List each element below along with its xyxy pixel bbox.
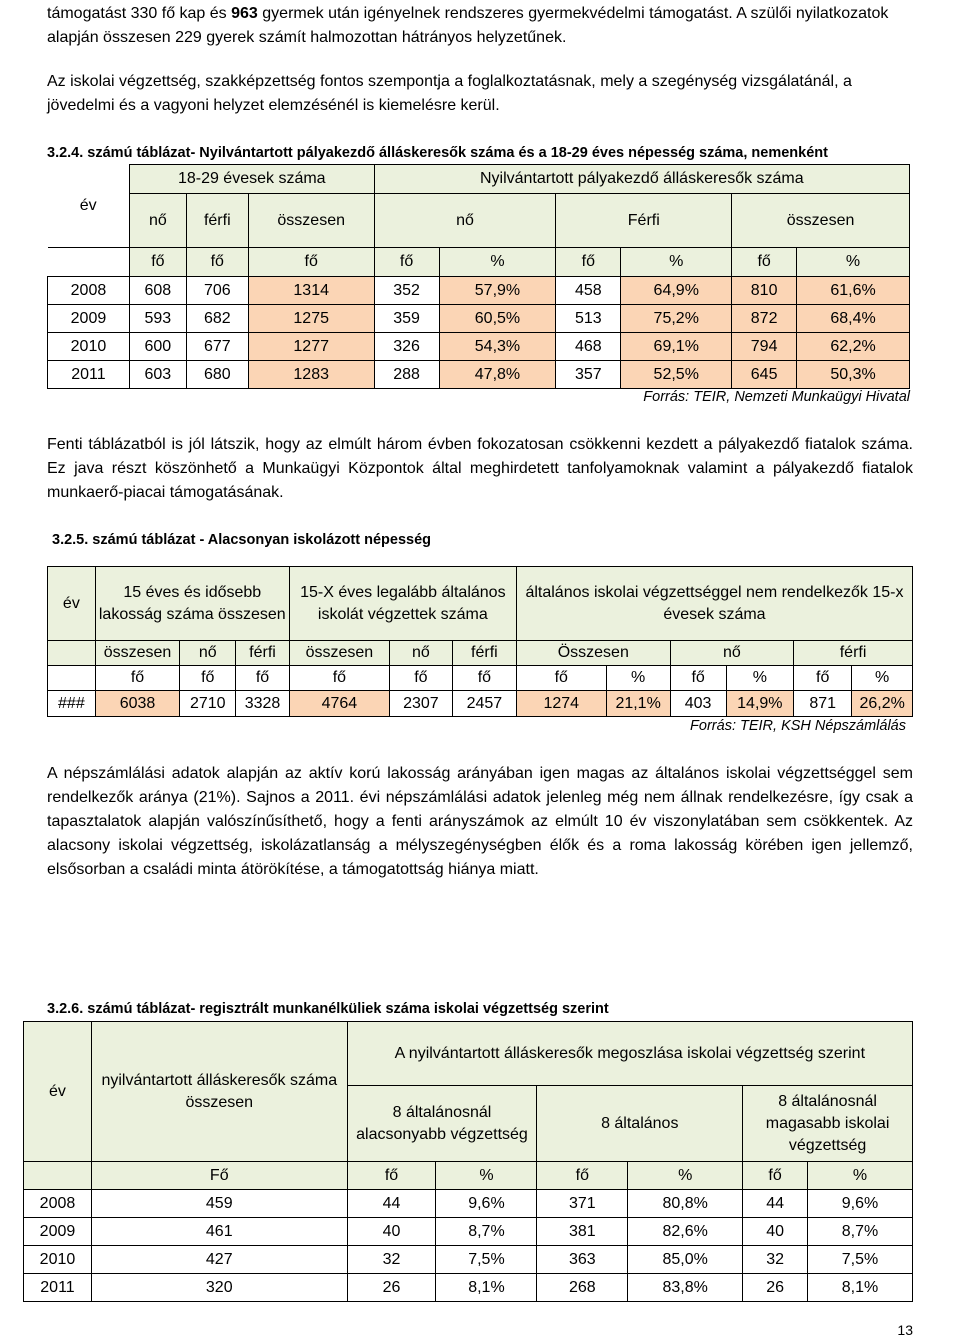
table3-unit: % [436,1162,537,1190]
table3-sub-header: 8 általánosnál alacsonyabb végzettség [347,1086,537,1162]
table-row: 2009 461 40 8,7% 381 82,6% 40 8,7% [24,1218,913,1246]
table2-year-header: év [48,567,96,641]
table2-group1-header: 15 éves és idősebb lakosság száma összesen [95,567,289,641]
table1-unit: fő [248,248,374,277]
table1-unit: fő [732,248,797,277]
table-row: 2010 427 32 7,5% 363 85,0% 32 7,5% [24,1246,913,1274]
table2-unit: % [852,666,913,691]
table2-unit: fő [516,666,606,691]
table-row: 2008 608 706 1314 352 57,9% 458 64,9% 810 61,6% [48,277,910,305]
table3-caption: 3.2.6. számú táblázat- regisztrált munkanélküliek száma iskolai végzettség szerint [47,1001,609,1017]
table1-unit: % [439,248,556,277]
table1-unit: fő [129,248,186,277]
table2-caption: 3.2.5. számú táblázat - Alacsonyan iskolázott népesség [52,532,432,548]
table2 [47,566,913,717]
page-number: 13 [897,1322,913,1338]
table1-unit: fő [186,248,248,277]
paragraph-after-table2: A népszámlálási adatok alapján az aktív korú lakosság arányában igen magas az általános iskolai végzettséggel sem rendelkezők aránya (21%). Sajnos a 2011. évi népszámlálási adatok jelenleg még nem állnak rendelkezésre, így csak a tapasztalatok alapján valószínűsíthető, hogy a fenti arányszámok az elmúlt 10 év viszonylatában sem csökkentek. Az alacsony iskolai végzettség, iskolázatlanság a mélyszegénységben élők és a roma lakosság körében igen jellemző, elsősorban a családi minta átörökítése, a támogatottság hiánya miatt. [47,765,913,878]
table3-unit: % [628,1162,743,1190]
table3-group-header: A nyilvántartott álláskeresők megoszlása iskolai végzettség szerint [347,1022,912,1086]
table-row: 2009 593 682 1275 359 60,5% 513 75,2% 872 68,4% [48,305,910,333]
table2-unit: fő [289,666,389,691]
table2-sub-header: férfi [794,641,913,666]
table3-unit: fő [347,1162,436,1190]
table1-group2-header: Nyilvántartott pályakezdő álláskeresők száma [374,165,909,194]
table2-unit: % [726,666,794,691]
table1-group1-header: 18-29 évesek száma [129,165,374,194]
table1-sub-header: összesen [248,194,374,248]
table2-sub-header: összesen [289,641,389,666]
table3-sub-header: 8 általánosnál magasabb iskolai végzettség [743,1086,913,1162]
table2-sub-header: Összesen [516,641,670,666]
table-row: 2008 459 44 9,6% 371 80,8% 44 9,6% [24,1190,913,1218]
table1-unit: % [621,248,732,277]
table2-sub-header: férfi [236,641,290,666]
table2-unit: fő [95,666,180,691]
table1-sub-header: nő [129,194,186,248]
table2-sub-header: nő [180,641,236,666]
table2-group3-header: általános iskolai végzettséggel nem rendelkezők 15-x évesek száma [516,567,912,641]
table2-unit: % [606,666,670,691]
table2-sub-header: nő [670,641,793,666]
table-row: 2010 600 677 1277 326 54,3% 468 69,1% 794 62,2% [48,333,910,361]
intro-paragraph-2: Az iskolai végzettség, szakképzettség fontos szempontja a foglalkoztatásnak, mely a szegénység vizsgálatánál, a jövedelmi és a vagyoni helyzet elemzésénél is kiemelésre kerül. [47,73,852,114]
table1-sub-header: férfi [186,194,248,248]
table1 [47,164,910,389]
table2-unit: fő [670,666,726,691]
table2-unit: fő [452,666,516,691]
intro-paragraph-1: támogatást 330 fő kap és 963 gyermek után igényelnek rendszeres gyermekvédelmi támogatást. A szülői nyilatkozatok alapján összesen 229 gyerek számít halmozottan hátrányos helyzetűnek. [47,5,889,46]
table3-sub-header: 8 általános [537,1086,743,1162]
table1-sub-header: Férfi [556,194,732,248]
table2-group2-header: 15-X éves legalább általános iskolát végzettek száma [289,567,516,641]
table2-unit: fő [794,666,852,691]
table2-sub-header: nő [389,641,452,666]
table3-year-header: év [24,1022,92,1162]
paragraph-after-table1: Fenti táblázatból is jól látszik, hogy az elmúlt három évben fokozatosan csökkenni kezdett a pályakezdő fiatalok száma. Ez java részt köszönhető a Munkaügyi Központok által meghirdetett tanfolyamoknak valamint a pályakezdő fiatalok munkaerő-piacai támogatásának. [47,436,913,501]
table-row: 2011 603 680 1283 288 47,8% 357 52,5% 645 50,3% [48,361,910,389]
table1-sub-header: nő [374,194,556,248]
table-row: 2011 320 26 8,1% 268 83,8% 26 8,1% [24,1274,913,1302]
table1-unit: % [797,248,910,277]
highlight-number: 963 [231,5,258,22]
table1-sub-header: összesen [732,194,910,248]
table1-caption: 3.2.4. számú táblázat- Nyilvántartott pályakezdő álláskeresők száma és a 18-29 éves népesség száma, nemenként [47,145,828,161]
table2-sub-header: összesen [95,641,180,666]
table2-sub-header: férfi [452,641,516,666]
table2-unit: fő [180,666,236,691]
table1-year-header: év [48,165,130,248]
table3-unit: Fő [91,1162,347,1190]
table3-unit: fő [537,1162,628,1190]
table3-total-header: nyilvántartott álláskeresők száma összesen [91,1022,347,1162]
table1-source: Forrás: TEIR, Nemzeti Munkaügyi Hivatal [643,389,910,405]
table1-unit: fő [374,248,439,277]
table1-unit: fő [556,248,621,277]
table2-unit: fő [389,666,452,691]
table2-unit: fő [236,666,290,691]
table-row: ### 6038 2710 3328 4764 2307 2457 1274 21,1% 403 14,9% 871 26,2% [48,691,913,717]
table3-unit: % [808,1162,913,1190]
table2-source: Forrás: TEIR, KSH Népszámlálás [690,718,906,734]
table3 [23,1021,913,1302]
table3-unit: fő [743,1162,808,1190]
